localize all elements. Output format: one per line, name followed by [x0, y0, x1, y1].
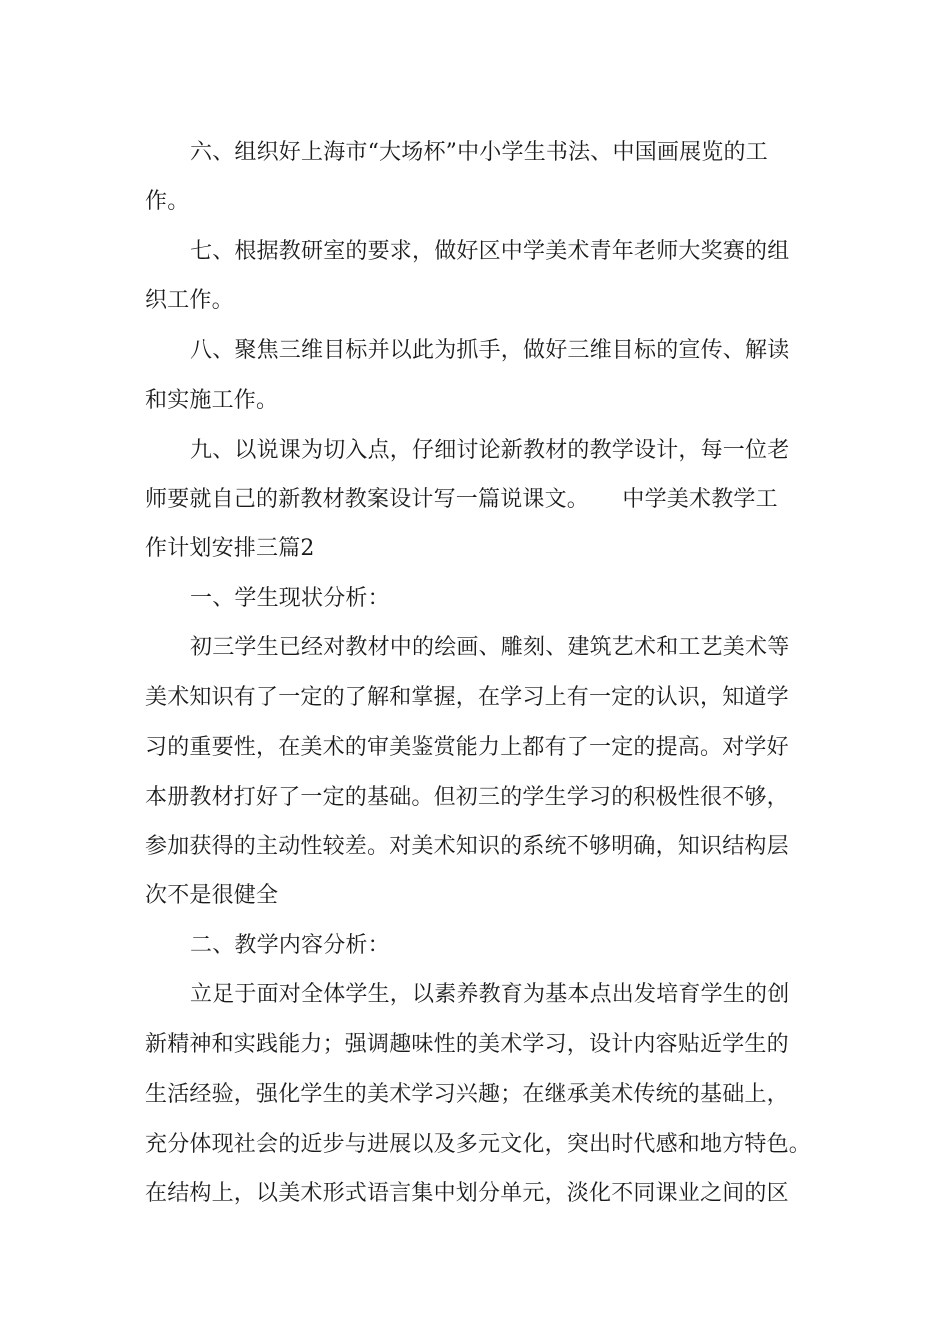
content-paragraph-line-2: 新精神和实践能力；强调趣味性的美术学习，设计内容贴近学生的	[145, 1032, 789, 1057]
content-paragraph-line-5: 在结构上，以美术形式语言集中划分单元，淡化不同课业之间的区	[145, 1181, 789, 1206]
student-paragraph-line-6: 次不是很健全	[145, 883, 279, 908]
paragraph-6-line-1: 六、组织好上海市“大场杯”中小学生书法、中国画展览的工	[190, 140, 768, 165]
paragraph-9-line-1: 九、以说课为切入点，仔细讨论新教材的教学设计，每一位老	[190, 438, 790, 463]
content-paragraph-line-1: 立足于面对全体学生，以素养教育为基本点出发培育学生的创	[190, 982, 790, 1007]
paragraph-8-line-1: 八、聚焦三维目标并以此为抓手，做好三维目标的宣传、解读	[190, 338, 790, 363]
content-paragraph-line-3: 生活经验，强化学生的美术学习兴趣；在继承美术传统的基础上，	[145, 1082, 789, 1107]
section-title-line: 作计划安排三篇2	[145, 536, 315, 561]
student-paragraph-line-4: 本册教材打好了一定的基础。但初三的学生学习的积极性很不够，	[145, 785, 789, 810]
heading-content-analysis: 二、教学内容分析：	[190, 933, 390, 958]
paragraph-9-line-2: 师要就自己的新教材教案设计写一篇说课文。 中学美术教学工	[145, 487, 778, 512]
paragraph-7-line-2: 织工作。	[145, 288, 234, 313]
paragraph-7-line-1: 七、根据教研室的要求，做好区中学美术青年老师大奖赛的组	[190, 239, 790, 264]
student-paragraph-line-3: 习的重要性，在美术的审美鉴赏能力上都有了一定的提高。对学好	[145, 735, 789, 760]
student-paragraph-line-2: 美术知识有了一定的了解和掌握，在学习上有一定的认识，知道学	[145, 685, 789, 710]
paragraph-6-line-2: 作。	[145, 189, 190, 214]
student-paragraph-line-5: 参加获得的主动性较差。对美术知识的系统不够明确，知识结构层	[145, 834, 789, 859]
paragraph-8-line-2: 和实施工作。	[145, 388, 279, 413]
heading-student-analysis: 一、学生现状分析：	[190, 586, 390, 611]
content-paragraph-line-4: 充分体现社会的近步与进展以及多元文化，突出时代感和地方特色。	[145, 1132, 812, 1157]
student-paragraph-line-1: 初三学生已经对教材中的绘画、雕刻、建筑艺术和工艺美术等	[190, 635, 790, 660]
